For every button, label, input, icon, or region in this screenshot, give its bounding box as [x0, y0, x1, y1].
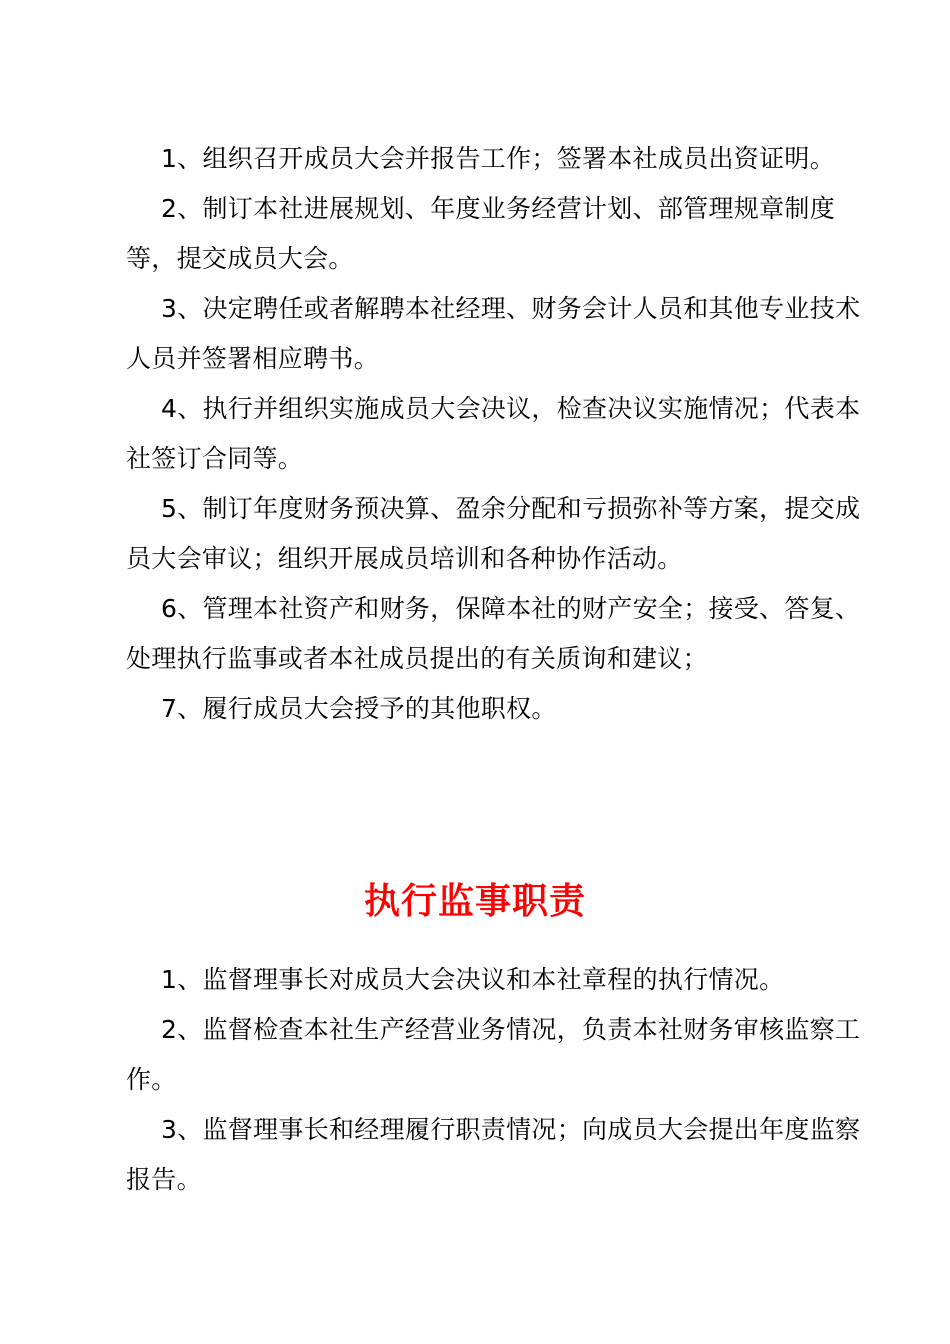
list-item: 6、管理本社资产和财务，保障本社的财产安全；接受、答复、处理执行监事或者本社成员提出的有关质询和建议；	[126, 594, 861, 673]
duties-list-supervisor	[126, 955, 866, 1205]
list-item: 2、制订本社进展规划、年度业务经营计划、部管理规章制度等，提交成员大会。	[126, 194, 836, 273]
list-item: 3、监督理事长和经理履行职责情况；向成员大会提出年度监察报告。	[126, 1115, 861, 1194]
list-item: 1、组织召开成员大会并报告工作；签署本社成员出资证明。	[161, 144, 836, 173]
list-item: 1、监督理事长对成员大会决议和本社章程的执行情况。	[161, 965, 785, 994]
list-item: 2、监督检查本社生产经营业务情况，负责本社财务审核监察工作。	[126, 1015, 861, 1094]
list-item: 5、制订年度财务预决算、盈余分配和亏损弥补等方案，提交成员大会审议；组织开展成员培训和各种协作活动。	[126, 494, 861, 573]
list-item: 4、执行并组织实施成员大会决议，检查决议实施情况；代表本社签订合同等。	[126, 394, 861, 473]
section-title: 执行监事职责	[363, 881, 586, 923]
list-item: 7、履行成员大会授予的其他职权。	[161, 694, 557, 723]
list-item: 3、决定聘任或者解聘本社经理、财务会计人员和其他专业技术人员并签署相应聘书。	[126, 294, 861, 373]
duties-list-chairman	[126, 134, 866, 734]
